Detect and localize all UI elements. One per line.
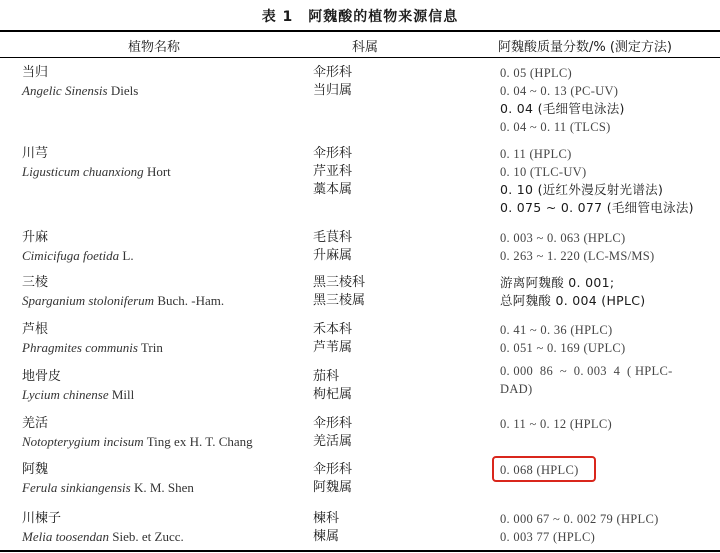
content-value: 0. 075 ~ 0. 077 (毛细管电泳法) bbox=[500, 200, 694, 215]
content-value: DAD) bbox=[500, 382, 533, 396]
plant-name-cn: 升麻 bbox=[22, 230, 49, 245]
content-value: 0. 41 ~ 0. 36 (HPLC) bbox=[500, 323, 613, 337]
content-value: 游离阿魏酸 0. 001; bbox=[500, 275, 615, 290]
plant-name-latin: Ferula sinkiangensis K. M. Shen bbox=[22, 480, 194, 495]
content-value: 0. 11 (HPLC) bbox=[500, 147, 572, 161]
genus-cell: 阿魏属 bbox=[313, 480, 353, 495]
family-cell: 茄科 bbox=[313, 369, 340, 384]
family-cell: 伞形科 bbox=[313, 65, 353, 80]
plant-name-cn: 川楝子 bbox=[22, 511, 62, 526]
plant-name-cn: 川芎 bbox=[22, 146, 49, 161]
content-value: 总阿魏酸 0. 004 (HPLC) bbox=[500, 293, 646, 308]
content-value: 0. 068 (HPLC) bbox=[500, 463, 579, 477]
highlight-box bbox=[492, 456, 596, 482]
plant-name-latin: Notopterygium incisum Ting ex H. T. Chang bbox=[22, 434, 253, 449]
content-value: 0. 051 ~ 0. 169 (UPLC) bbox=[500, 341, 626, 355]
family-cell: 黑三棱科 bbox=[313, 275, 366, 290]
plant-name-cn: 芦根 bbox=[22, 322, 49, 337]
bottom-rule bbox=[0, 550, 720, 552]
content-value: 0. 263 ~ 1. 220 (LC-MS/MS) bbox=[500, 249, 655, 263]
plant-name-latin: Cimicifuga foetida L. bbox=[22, 248, 134, 263]
content-value: 0. 04 ~ 0. 13 (PC-UV) bbox=[500, 84, 619, 98]
table-title: 表 1 阿魏酸的植物来源信息 bbox=[261, 9, 459, 25]
family-cell: 禾本科 bbox=[313, 322, 353, 337]
genus-cell: 芦苇属 bbox=[313, 340, 353, 355]
family-cell: 楝科 bbox=[313, 511, 340, 526]
genus-cell: 升麻属 bbox=[313, 248, 353, 263]
family-cell: 伞形科 bbox=[313, 462, 353, 477]
family-cell: 毛茛科 bbox=[313, 230, 353, 245]
plant-name-cn: 当归 bbox=[22, 65, 49, 80]
genus-cell: 黑三棱属 bbox=[313, 293, 366, 308]
genus-cell: 藁本属 bbox=[313, 182, 353, 197]
plant-name-latin: Phragmites communis Trin bbox=[22, 340, 163, 355]
family-cell: 伞形科 bbox=[313, 416, 353, 431]
plant-name-cn: 阿魏 bbox=[22, 462, 49, 477]
family-cell: 伞形科 bbox=[313, 146, 353, 161]
genus-cell: 当归属 bbox=[313, 83, 353, 98]
genus-cell: 枸杞属 bbox=[313, 387, 353, 402]
plant-name-cn: 羌活 bbox=[22, 416, 49, 431]
subfamily-cell: 芹亚科 bbox=[313, 164, 353, 179]
header-content: 阿魏酸质量分数/% (测定方法) bbox=[498, 40, 673, 55]
header-plant-name: 植物名称 bbox=[128, 40, 181, 55]
header-rule bbox=[0, 57, 720, 58]
content-value: 0. 003 ~ 0. 063 (HPLC) bbox=[500, 231, 626, 245]
genus-cell: 楝属 bbox=[313, 529, 340, 544]
plant-name-cn: 地骨皮 bbox=[22, 369, 62, 384]
top-rule bbox=[0, 30, 720, 32]
plant-name-latin: Lycium chinense Mill bbox=[22, 387, 135, 402]
plant-name-latin: Melia toosendan Sieb. et Zucc. bbox=[22, 529, 184, 544]
plant-name-latin: Ligusticum chuanxiong Hort bbox=[22, 164, 171, 179]
content-value: 0. 003 77 (HPLC) bbox=[500, 530, 596, 544]
content-value: 0. 04 ~ 0. 11 (TLCS) bbox=[500, 120, 611, 134]
plant-name-latin: Angelic Sinensis Diels bbox=[22, 83, 139, 98]
header-family: 科属 bbox=[352, 40, 379, 55]
content-value: 0. 10 (TLC-UV) bbox=[500, 165, 587, 179]
plant-name-latin: Sparganium stoloniferum Buch. -Ham. bbox=[22, 293, 225, 308]
content-value: 0. 10 (近红外漫反射光谱法) bbox=[500, 182, 664, 197]
content-value: 0. 05 (HPLC) bbox=[500, 66, 573, 80]
content-value: 0. 11 ~ 0. 12 (HPLC) bbox=[500, 417, 612, 431]
plant-name-cn: 三棱 bbox=[22, 275, 49, 290]
content-value: 0. 000 67 ~ 0. 002 79 (HPLC) bbox=[500, 512, 659, 526]
content-value: 0. 04 (毛细管电泳法) bbox=[500, 101, 625, 116]
genus-cell: 羌活属 bbox=[313, 434, 353, 449]
content-value: 0. 000 86 ~ 0. 003 4 ( HPLC- bbox=[500, 364, 673, 378]
